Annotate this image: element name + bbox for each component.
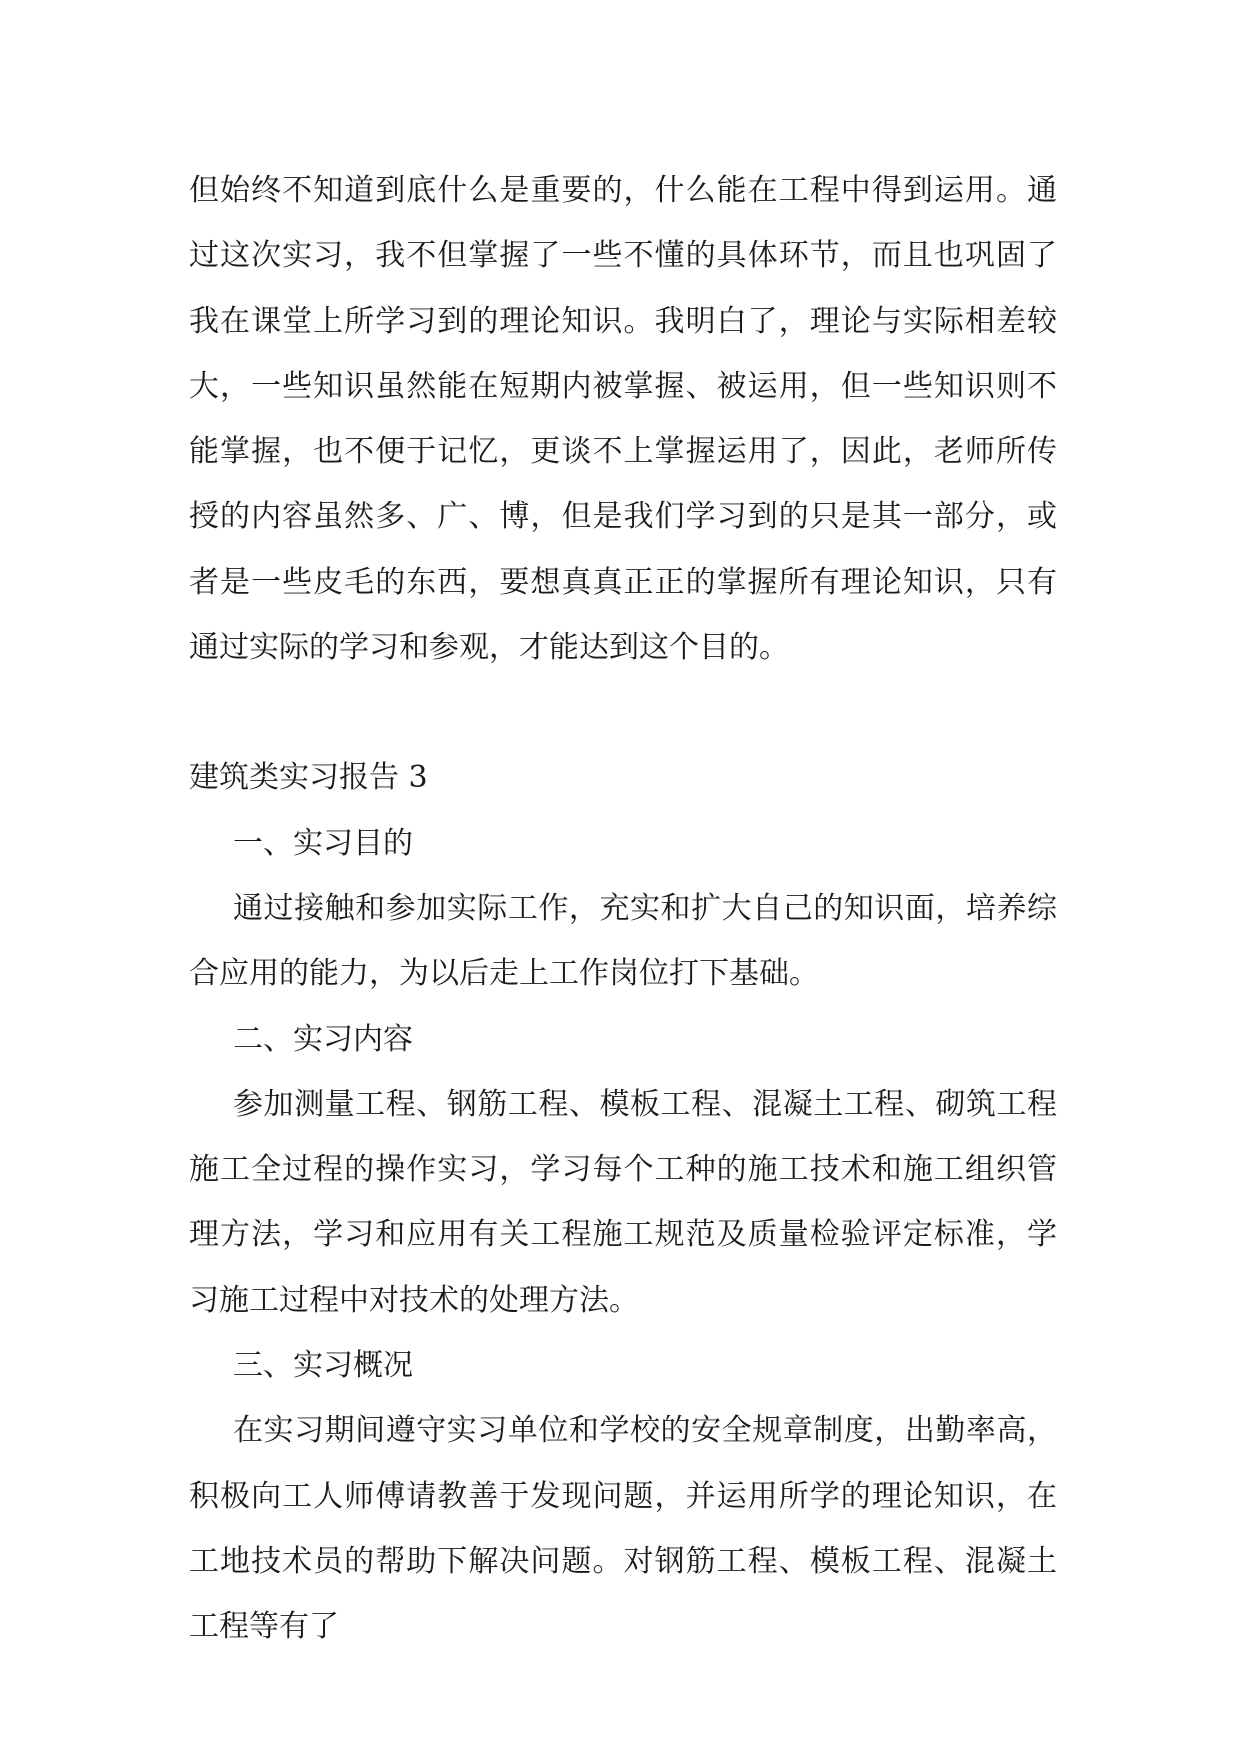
report-title: 建筑类实习报告 3	[189, 760, 428, 796]
section-body-content: 参加测量工程、钢筋工程、模板工程、混凝土工程、砌筑工程施工全过程的操作实习，学习每个工种的施工技术和施工组织管理方法，学习和应用有关工程施工规范及质量检验评定标准，学习施工过程中对技术的处理方法。	[189, 1086, 1057, 1318]
continuation-paragraph: 但始终不知道到底什么是重要的，什么能在工程中得到运用。通过这次实习，我不但掌握了一些不懂的具体环节，而且也巩固了我在课堂上所学习到的理论知识。我明白了，理论与实际相差较大，一些知识虽然能在短期内被掌握、被运用，但一些知识则不能掌握，也不便于记忆，更谈不上掌握运用了，因此，老师所传授的内容虽然多、广、博，但是我们学习到的只是其一部分，或者是一些皮毛的东西，要想真真正正的掌握所有理论知识，只有通过实际的学习和参观，才能达到这个目的。	[189, 173, 1057, 666]
section-heading-content: 二、实习内容	[233, 1021, 413, 1057]
section-body-overview: 在实习期间遵守实习单位和学校的安全规章制度，出勤率高，积极向工人师傅请教善于发现问题，并运用所学的理论知识，在工地技术员的帮助下解决问题。对钢筋工程、模板工程、混凝土工程等有了	[189, 1413, 1057, 1645]
section-heading-purpose: 一、实习目的	[233, 825, 413, 861]
section-body-purpose: 通过接触和参加实际工作，充实和扩大自己的知识面，培养综合应用的能力，为以后走上工作岗位打下基础。	[189, 890, 1057, 992]
document-body	[189, 158, 1057, 1660]
section-heading-overview: 三、实习概况	[233, 1348, 413, 1384]
